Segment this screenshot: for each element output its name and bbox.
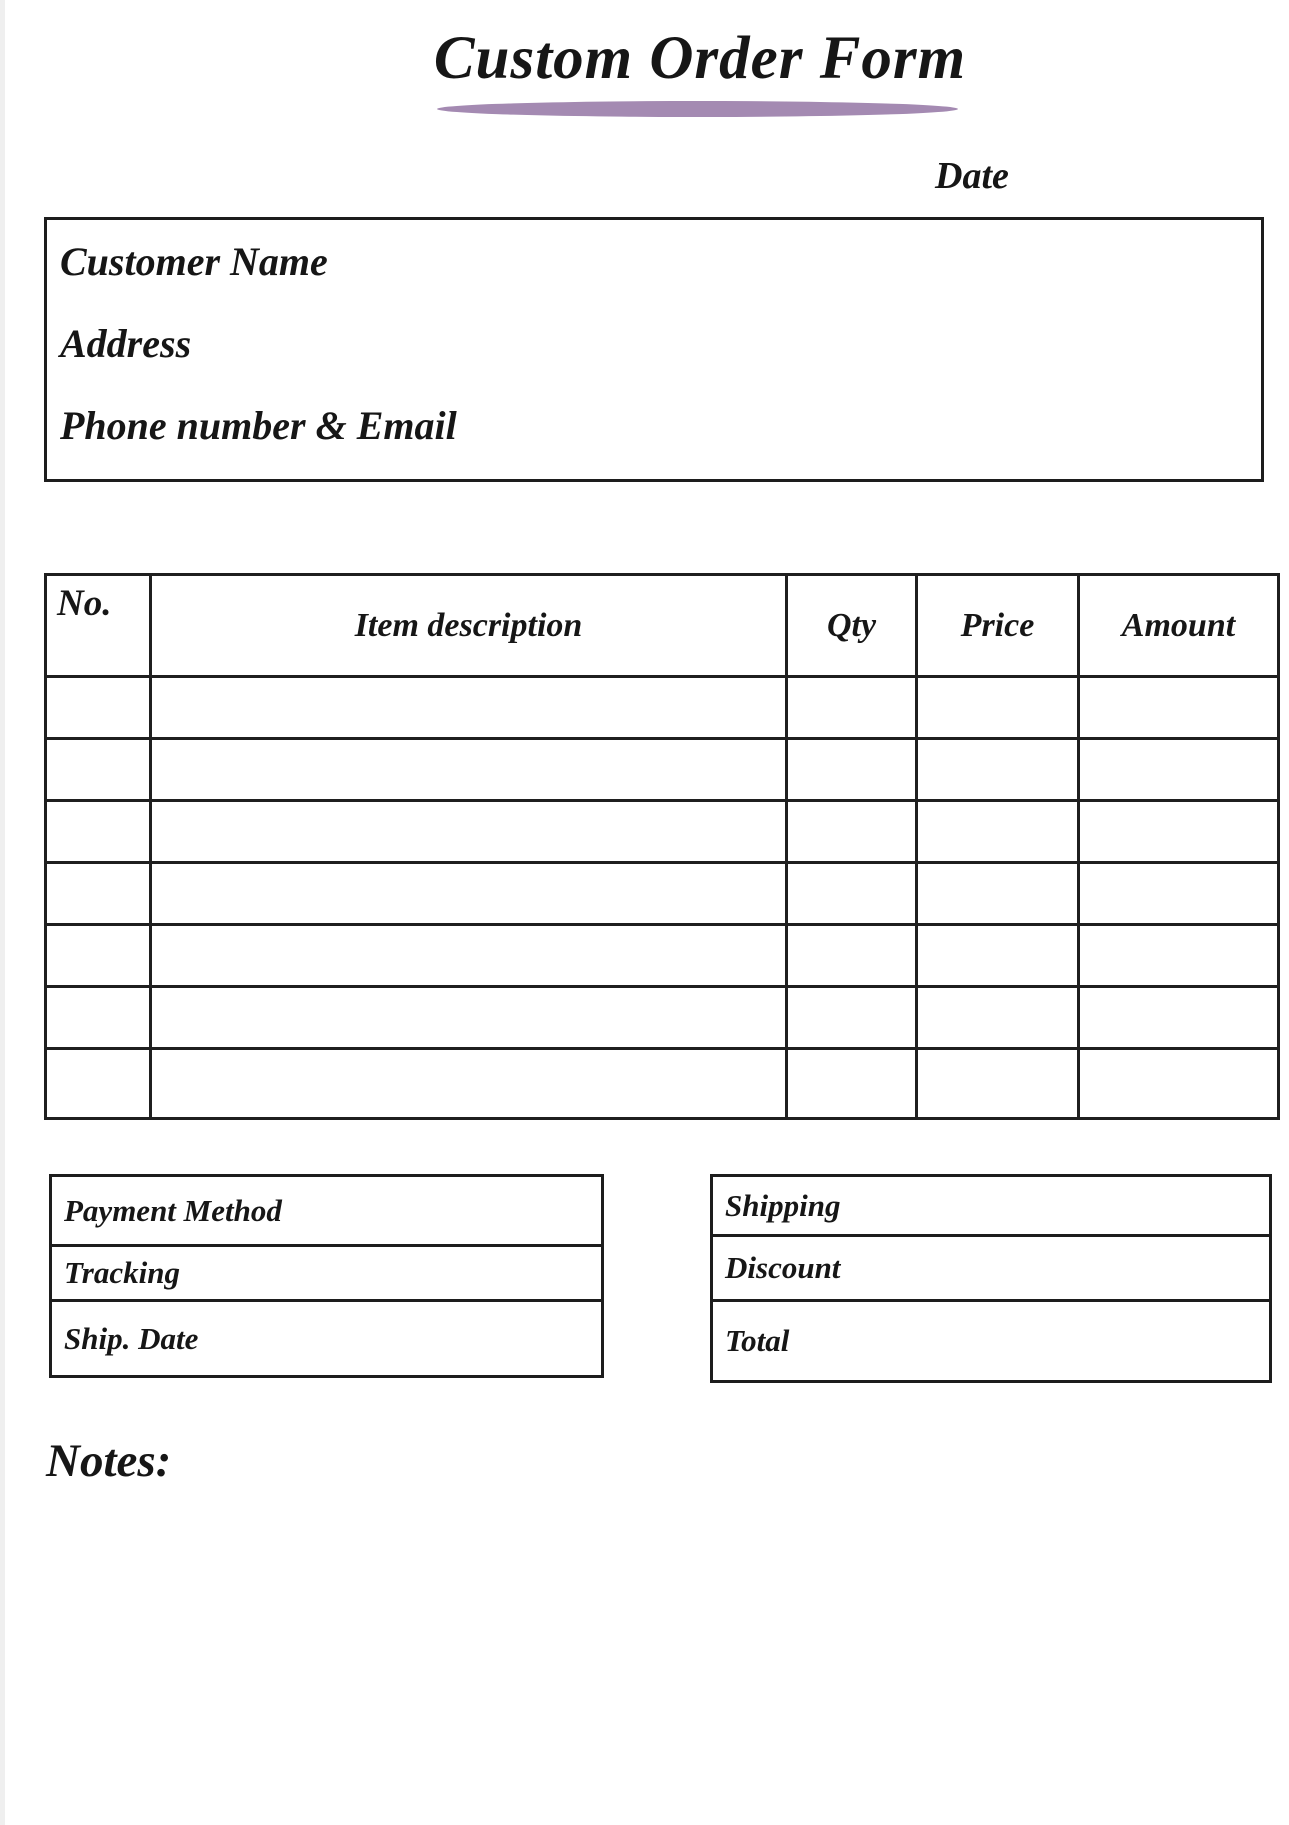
tracking-label: Tracking [64,1255,180,1290]
ship-date-row [52,1299,601,1375]
item-row [46,987,1279,1049]
scan-edge-artifact [0,0,5,1825]
item-cell [1079,739,1279,801]
col-header-qty: Qty [787,575,917,677]
tracking-row [52,1244,601,1299]
item-cell [1079,801,1279,863]
items-table [44,573,1280,1120]
item-cell [787,925,917,987]
item-cell [917,801,1079,863]
ship-date-label: Ship. Date [64,1320,199,1356]
discount-label: Discount [725,1250,841,1285]
notes-label: Notes: [46,1435,172,1487]
item-cell [917,1049,1079,1119]
address-label: Address [60,321,192,366]
col-header-no: No. [46,575,151,677]
items-table-body [46,677,1279,1119]
total-label: Total [725,1323,790,1358]
customer-info-box [44,217,1264,482]
title-underline-brushstroke [437,101,958,117]
payment-info-box [49,1174,604,1378]
item-cell [46,925,151,987]
item-cell [787,739,917,801]
item-cell [151,739,787,801]
item-row [46,677,1279,739]
col-header-item-description: Item description [151,575,787,677]
date-label: Date [935,155,1009,197]
col-header-price: Price [917,575,1079,677]
item-cell [151,987,787,1049]
item-cell [151,1049,787,1119]
item-cell [787,677,917,739]
item-row [46,863,1279,925]
item-cell [151,925,787,987]
item-cell [1079,863,1279,925]
item-cell [787,1049,917,1119]
item-cell [917,739,1079,801]
item-cell [46,801,151,863]
payment-method-label: Payment Method [64,1192,282,1228]
item-cell [1079,987,1279,1049]
discount-row [713,1234,1269,1299]
totals-box [710,1174,1272,1383]
item-row [46,739,1279,801]
item-cell [787,801,917,863]
item-cell [1079,1049,1279,1119]
item-cell [151,801,787,863]
col-header-amount: Amount [1079,575,1279,677]
item-cell [787,863,917,925]
shipping-row [713,1177,1269,1234]
item-cell [787,987,917,1049]
item-cell [1079,925,1279,987]
item-row [46,801,1279,863]
shipping-label: Shipping [725,1187,841,1223]
payment-method-row [52,1177,601,1244]
item-row [46,925,1279,987]
item-cell [917,925,1079,987]
customer-name-label: Customer Name [60,239,328,284]
item-cell [46,1049,151,1119]
phone-email-label: Phone number & Email [60,403,457,448]
item-cell [46,739,151,801]
total-row [713,1299,1269,1380]
item-cell [1079,677,1279,739]
item-cell [151,863,787,925]
item-cell [917,863,1079,925]
item-cell [46,863,151,925]
item-cell [151,677,787,739]
item-cell [917,987,1079,1049]
item-cell [46,987,151,1049]
item-cell [46,677,151,739]
item-cell [917,677,1079,739]
items-table-header-row [46,575,1279,677]
form-title: Custom Order Form [433,25,967,92]
item-row [46,1049,1279,1119]
